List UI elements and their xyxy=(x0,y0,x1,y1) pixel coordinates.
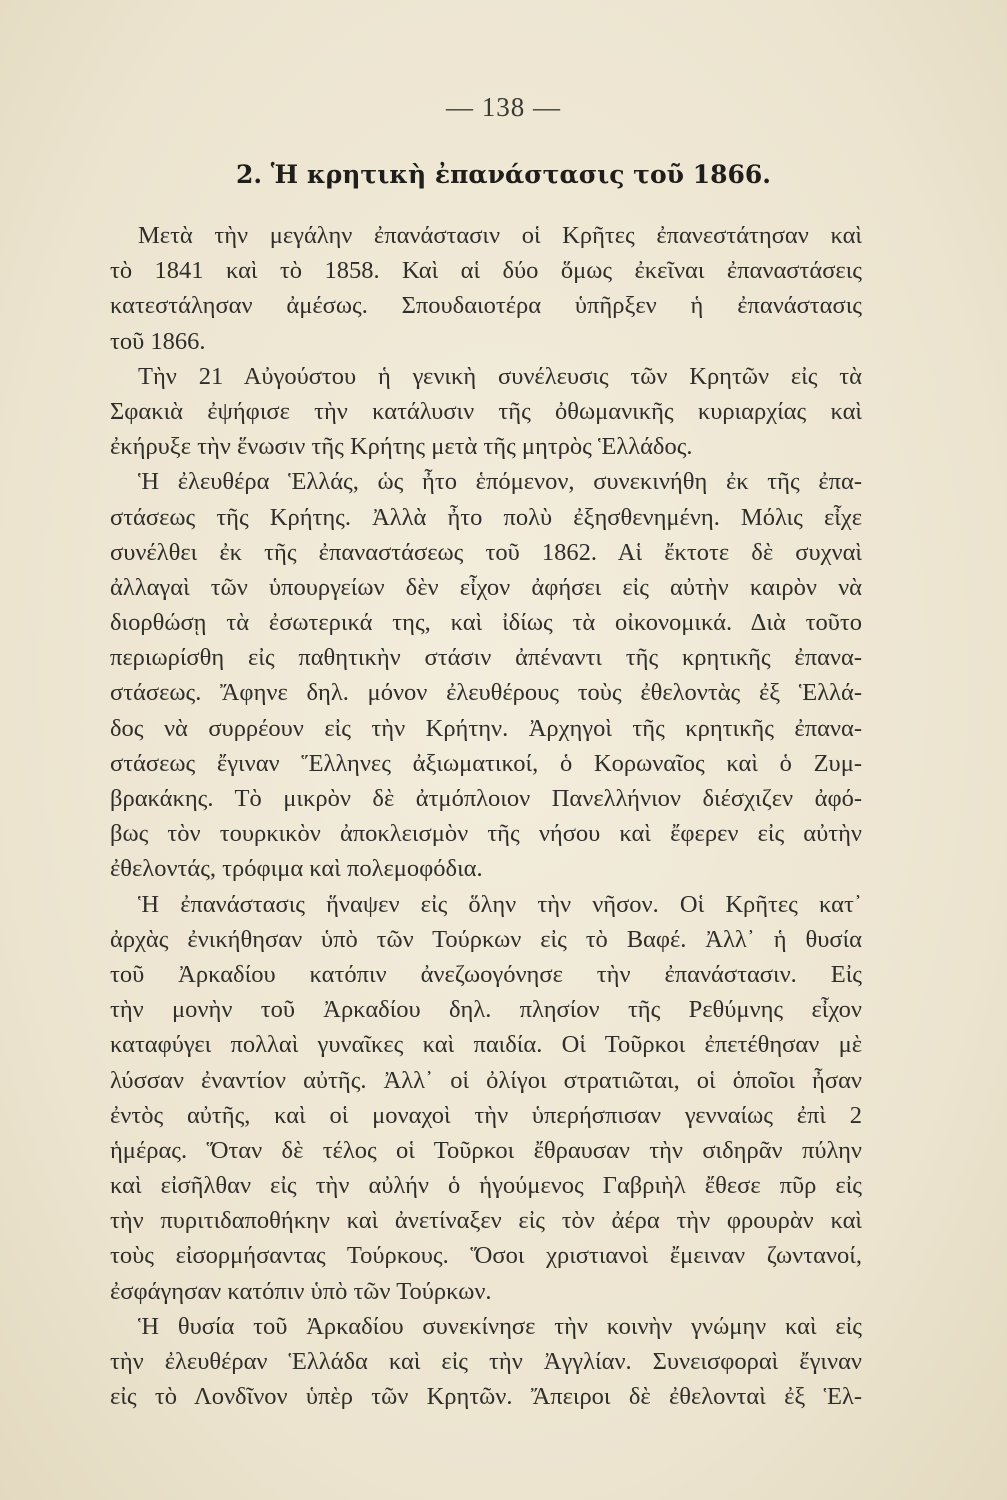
text-line: τοῦ 1866. xyxy=(110,327,206,355)
text-line: Τὴν 21 Αὐγούστου ἡ γενικὴ συνέλευσις τῶν Κρητῶν εἰς τὰ xyxy=(138,362,862,390)
text-line: ἐθελοντάς, τρόφιμα καὶ πολεμοφόδια. xyxy=(110,855,483,883)
text-line: κατεστάλησαν ἀμέσως. Σπουδαιοτέρα ὑπῆρξεν ἡ ἐπανάστασις xyxy=(110,292,862,320)
text-line: διορθώσῃ τὰ ἐσωτερικά της, καὶ ἰδίως τὰ οἰκονομικά. Διὰ τοῦτο xyxy=(110,609,862,637)
text-line: ἀρχὰς ἐνικήθησαν ὑπὸ τῶν Τούρκων εἰς τὸ Βαφέ. Ἀλλ᾽ ἡ θυσία xyxy=(110,925,862,953)
text-line: ἐντὸς αὐτῆς, καὶ οἱ μοναχοὶ τὴν ὑπερήσπισαν γενναίως ἐπὶ 2 xyxy=(110,1101,862,1129)
text-line: Ἡ ἐλευθέρα Ἑλλάς, ὡς ἦτο ἑπόμενον, συνεκινήθη ἐκ τῆς ἐπα- xyxy=(138,468,862,496)
text-line: τὴν ἐλευθέραν Ἑλλάδα καὶ εἰς τὴν Ἀγγλίαν. Συνεισφοραὶ ἔγιναν xyxy=(110,1348,862,1375)
text-line: ἀλλαγαὶ τῶν ὑπουργείων δὲν εἶχον ἀφήσει εἰς αὐτὴν καιρὸν νὰ xyxy=(110,573,862,601)
text-line: ἡμέρας. Ὅταν δὲ τέλος οἱ Τοῦρκοι ἔθραυσαν τὴν σιδηρᾶν πύλην xyxy=(110,1136,862,1164)
page-number: — 138 — xyxy=(446,92,561,122)
section-title: 2. Ἡ κρητικὴ ἐπανάστασις τοῦ 1866. xyxy=(235,160,772,189)
text-line: λύσσαν ἐναντίον αὐτῆς. Ἀλλ᾽ οἱ ὀλίγοι στρατιῶται, οἱ ὁποῖοι ἦσαν xyxy=(110,1066,862,1094)
text-line: Μετὰ τὴν μεγάλην ἐπανάστασιν οἱ Κρῆτες ἐπανεστάτησαν καὶ xyxy=(138,222,862,249)
text-line: τὴν πυριτιδαποθήκην καὶ ἀνετίναξεν εἰς τὸν ἀέρα τὴν φρουρὰν καὶ xyxy=(110,1207,862,1235)
text-line: Σφακιὰ ἐψήφισε τὴν κατάλυσιν τῆς ὀθωμανικῆς κυριαρχίας καὶ xyxy=(110,397,862,425)
text-line: τοῦ Ἀρκαδίου κατόπιν ἀνεζωογόνησε τὴν ἐπανάστασιν. Εἰς xyxy=(110,960,862,988)
body-text xyxy=(110,218,862,1414)
text-line: καταφύγει πολλαὶ γυναῖκες καὶ παιδία. Οἱ Τοῦρκοι ἐπετέθησαν μὲ xyxy=(110,1031,862,1059)
text-line: Ἡ ἐπανάστασις ἥναψεν εἰς ὅλην τὴν νῆσον. Οἱ Κρῆτες κατ᾽ xyxy=(138,890,862,918)
text-line: συνέλθει ἐκ τῆς ἐπαναστάσεως τοῦ 1862. Αἱ ἔκτοτε δὲ συχναὶ xyxy=(110,538,862,566)
text-line: δος νὰ συρρέουν εἰς τὴν Κρήτην. Ἀρχηγοὶ τῆς κρητικῆς ἐπανα- xyxy=(110,714,862,742)
text-line: τὸ 1841 καὶ τὸ 1858. Καὶ αἱ δύο ὅμως ἐκεῖναι ἐπαναστάσεις xyxy=(110,257,862,285)
text-line: καὶ εἰσῆλθαν εἰς τὴν αὐλήν ὁ ἡγούμενος Γαβριὴλ ἔθεσε πῦρ εἰς xyxy=(110,1172,862,1200)
text-line: βως τὸν τουρκικὸν ἀποκλεισμὸν τῆς νήσου καὶ ἔφερεν εἰς αὐτὴν xyxy=(110,820,862,848)
text-line: τοὺς εἰσορμήσαντας Τούρκους. Ὅσοι χριστιανοὶ ἔμειναν ζωντανοί, xyxy=(110,1242,862,1270)
text-line: ἐσφάγησαν κατόπιν ὑπὸ τῶν Τούρκων. xyxy=(110,1277,492,1305)
text-line: στάσεως ἔγιναν Ἕλληνες ἀξιωματικοί, ὁ Κορωναῖος καὶ ὁ Ζυμ- xyxy=(110,749,862,777)
text-line: στάσεως. Ἄφηνε δηλ. μόνον ἐλευθέρους τοὺς ἐθελοντὰς ἐξ Ἑλλά- xyxy=(110,679,862,707)
text-line: Ἡ θυσία τοῦ Ἀρκαδίου συνεκίνησε τὴν κοινὴν γνώμην καὶ εἰς xyxy=(138,1312,862,1340)
text-line: περιωρίσθη εἰς παθητικὴν στάσιν ἀπέναντι τῆς κρητικῆς ἐπανα- xyxy=(110,644,862,672)
text-line: τὴν μονὴν τοῦ Ἀρκαδίου δηλ. πλησίον τῆς Ρεθύμνης εἶχον xyxy=(110,996,862,1024)
text-line: ἐκήρυξε τὴν ἕνωσιν τῆς Κρήτης μετὰ τῆς μητρὸς Ἑλλάδος. xyxy=(110,433,693,461)
text-line: στάσεως τῆς Κρήτης. Ἀλλὰ ἦτο πολὺ ἐξησθενημένη. Μόλις εἶχε xyxy=(110,503,862,531)
text-line: βρακάκης. Τὸ μικρὸν δὲ ἀτμόπλοιον Πανελλήνιον διέσχιζεν ἀφό- xyxy=(110,785,862,812)
text-line: εἰς τὸ Λονδῖνον ὑπὲρ τῶν Κρητῶν. Ἄπειροι δὲ ἐθελονταὶ ἐξ Ἑλ- xyxy=(110,1383,862,1411)
